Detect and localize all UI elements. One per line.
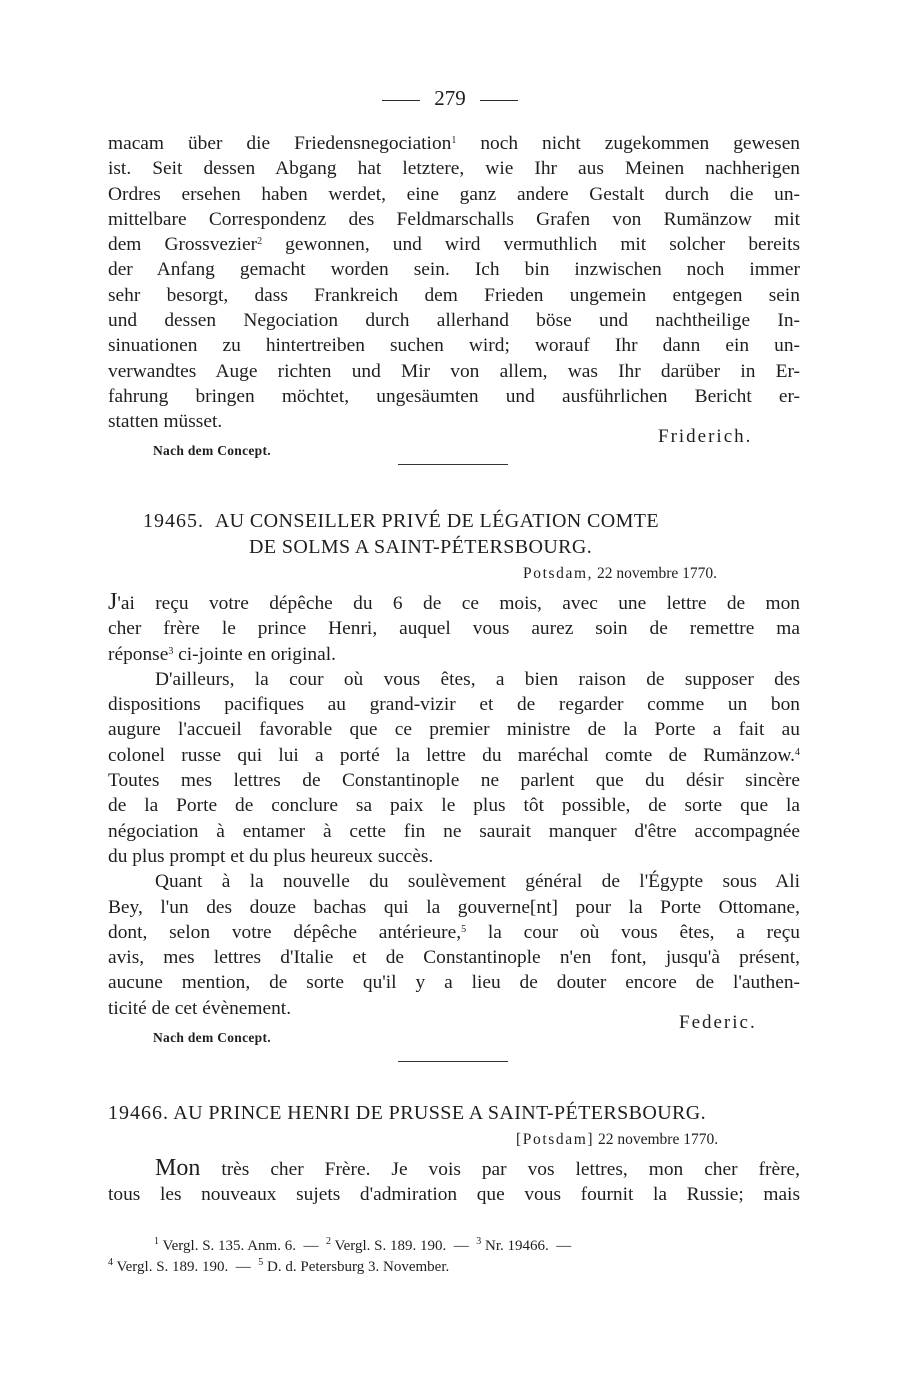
text-line: dispositions pacifiques au grand-vizir et de regarder comme un bon <box>108 694 800 716</box>
text-line: Bey, l'un des douze bachas qui la gouverne[nt] pour la Porte Ottomane, <box>108 896 800 918</box>
dateline-place: Potsdam, <box>523 565 594 582</box>
text-line: colonel russe qui lui a porté la lettre du maréchal comte de Rumänzow.$^4$ <box>108 744 800 766</box>
footnote-ref: 3 <box>168 645 174 657</box>
letter-heading <box>108 1102 706 1125</box>
text-line: du plus prompt et du plus heureux succès. <box>108 845 434 867</box>
text-line: sehr besorgt, dass Frankreich dem Frieden ungemein entgegen sein <box>108 284 800 306</box>
text-line: Mon très cher Frère. Je vois par vos lettres, mon cher frère, <box>155 1155 800 1181</box>
separator-rule <box>398 1061 508 1062</box>
letter-number: 19466. <box>108 1102 169 1124</box>
text-line: J'ai reçu votre dépêche du 6 de ce mois, avec une lettre de mon <box>108 589 800 615</box>
text-line: tous les nouveaux sujets d'admiration que vous fournit la Russie; mais <box>108 1184 800 1206</box>
text-line: négociation à entamer à cette fin ne saurait manquer d'être accompagnée <box>108 820 800 842</box>
text-line: Quant à la nouvelle du soulèvement général de l'Égypte sous Ali <box>155 871 800 893</box>
footnote-ref: 1 <box>451 135 457 146</box>
text-line: verwandtes Auge richten und Mir von allem, was Ihr darüber in Er- <box>108 360 800 382</box>
letter-number: 19465. <box>143 510 204 532</box>
signature-friderich: Friderich. <box>658 426 753 447</box>
letter-heading <box>143 510 659 533</box>
separator-rule <box>398 464 508 465</box>
dateline <box>516 1131 718 1149</box>
footnote-ref: 5 <box>461 923 467 935</box>
text-line: avis, mes lettres d'Italie et de Constantinople n'en font, jusqu'à présent, <box>108 947 800 969</box>
footnotes <box>108 1236 808 1278</box>
signature-federic: Federic. <box>679 1012 757 1033</box>
dateline-place: [Potsdam] <box>516 1131 595 1148</box>
text-line: Toutes mes lettres de Constantinople ne parlent que du désir sincère <box>108 770 800 792</box>
text-line: und dessen Negociation durch allerhand böse und nachtheilige In- <box>108 310 800 332</box>
dateline-date: 22 novembre 1770. <box>596 565 718 582</box>
text-line: réponse$^3$ ci-jointe en original. <box>108 643 336 665</box>
text-line: ticité de cet évènement. <box>108 997 292 1019</box>
text-line: dem Grossvezier$^2$ gewonnen, und wird vermuthlich mit solcher bereits <box>108 234 801 256</box>
text-line: mittelbare Correspondenz des Feldmarschalls Grafen von Rumänzow mit <box>108 208 800 230</box>
text-line: sinuationen zu hintertreiben suchen wird; worauf Ihr dann ein un- <box>108 335 800 357</box>
source-note: Nach dem Concept. <box>153 1030 271 1045</box>
text-line: Ordres ersehen haben werdet, eine ganz andere Gestalt durch die un- <box>108 183 800 205</box>
text-line: de la Porte de conclure sa paix le plus tôt possible, de sorte que la <box>108 795 800 817</box>
text-line: augure l'accueil favorable que ce premier ministre de la Porte a fait au <box>108 719 800 741</box>
text-line: dont, selon votre dépêche antérieure,$^5$ la cour où vous êtes, a reçu <box>108 921 800 943</box>
page-number-rule-right <box>480 100 518 101</box>
page-number-rule-left <box>382 100 420 101</box>
footnote-line: $^1$ Vergl. S. 135. Anm. 6. — $^2$ Vergl. S. 189. 190. — $^3$ Nr. 19466. — <box>154 1236 572 1254</box>
dateline-date: 22 novembre 1770. <box>598 1131 719 1148</box>
letter-heading-line1: AU CONSEILLER PRIVÉ DE LÉGATION COMTE <box>214 510 660 532</box>
footnote-ref: 4 <box>795 746 800 758</box>
text-line: der Anfang gemacht worden sein. Ich bin inzwischen noch immer <box>108 259 800 281</box>
previous-letter-continuation <box>108 131 800 435</box>
dateline <box>523 565 717 583</box>
initial-letter: J <box>108 589 118 615</box>
text-line: cher frère le prince Henri, auquel vous aurez soin de remettre ma <box>108 618 800 640</box>
letter-heading-line2: DE SOLMS A SAINT-PÉTERSBOURG. <box>249 536 593 558</box>
text-line: ist. Seit dessen Abgang hat letztere, wie Ihr aus Meinen nachherigen <box>108 158 800 180</box>
letter-19466-body <box>108 1156 800 1208</box>
source-note: Nach dem Concept. <box>153 443 271 458</box>
text-line: D'ailleurs, la cour où vous êtes, a bien raison de supposer des <box>155 668 800 690</box>
text-line: macam über die Friedensnegociation$^1$ noch nicht zugekommen gewesen <box>108 133 800 154</box>
text-line: aucune mention, de sorte qu'il y a lieu de douter encore de l'authen- <box>108 972 800 994</box>
footnote-line: $^4$ Vergl. S. 189. 190. — $^5$ D. d. Petersburg 3. November. <box>108 1257 450 1275</box>
page-number <box>0 86 900 111</box>
page-number-text: 279 <box>434 86 466 110</box>
initial-letters: Mon <box>155 1155 201 1181</box>
letter-19465-body <box>108 590 800 1021</box>
text-line: fahrung bringen möchtet, ungesäumten und ausführlichen Bericht er- <box>108 385 800 407</box>
footnote-ref: 2 <box>257 236 263 248</box>
letter-heading-line1: AU PRINCE HENRI DE PRUSSE A SAINT-PÉTERSBOURG. <box>173 1102 707 1124</box>
text-line: statten müsset. <box>108 411 223 433</box>
